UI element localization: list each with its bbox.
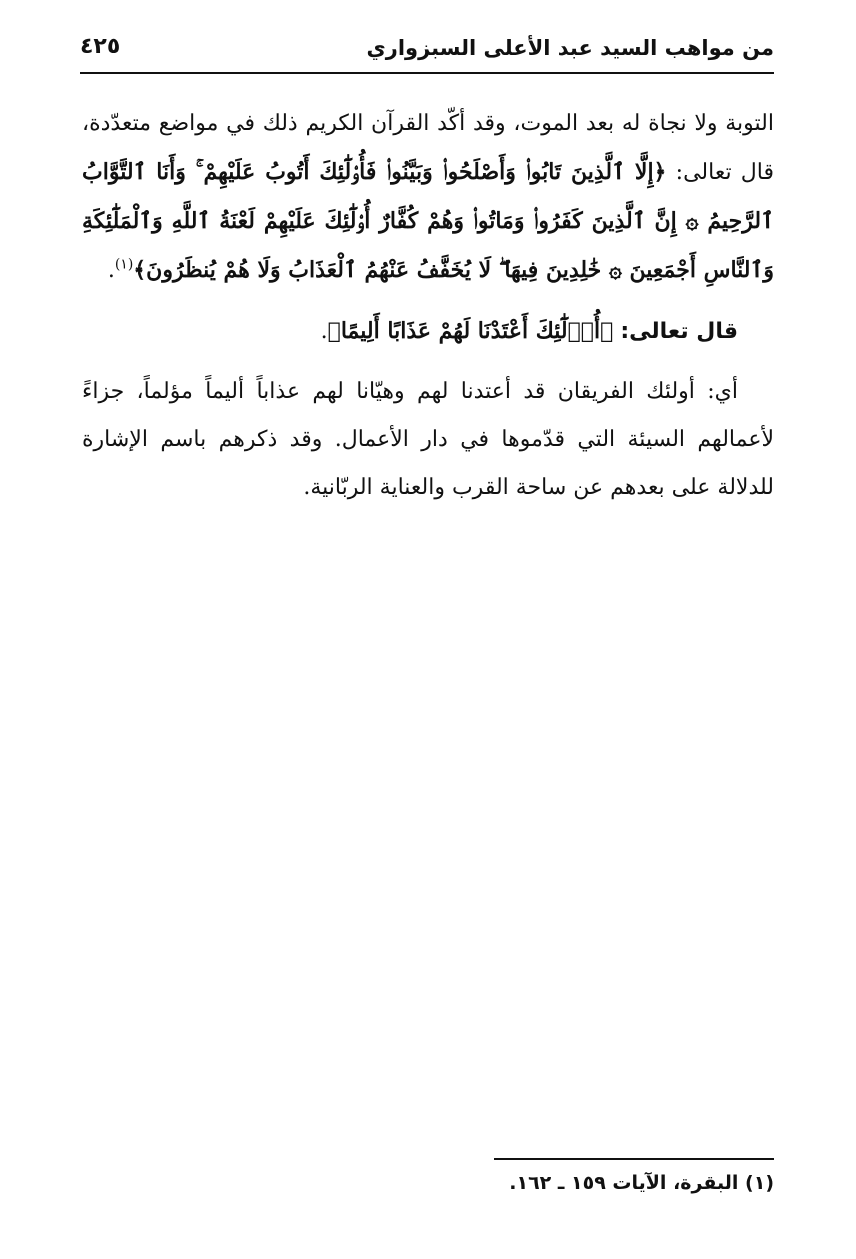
quran-verse-2: ﴿أُو۟لَٰٓئِكَ أَعْتَدْنَا لَهُمْ عَذَابًا أَلِيمًا﴾ <box>327 318 614 344</box>
paragraph-2 <box>82 307 774 356</box>
running-title: من مواهب السيد عبد الأعلى السبزواري <box>366 36 774 60</box>
footnote: (١) البقرة، الآيات ١٥٩ ـ ١٦٢. <box>509 1172 774 1194</box>
page-header <box>80 28 774 72</box>
paragraph-2-lead: قال تعالى: <box>620 319 738 344</box>
footnote-rule <box>494 1158 774 1160</box>
header-rule <box>80 72 774 74</box>
paragraph-1-end: . <box>107 258 115 283</box>
body-text <box>82 100 774 512</box>
paragraph-1 <box>82 100 774 295</box>
page-number: ٤٢٥ <box>80 34 121 59</box>
quran-verse-1: ﴿إِلَّا ٱلَّذِينَ تَابُوا۟ وَأَصْلَحُوا۟ وَبَيَّنُوا۟ فَأُو۟لَٰٓئِكَ أَتُوبُ عَلَيْهِمْ ۚ وَأَنَا ٱلتَّوَّابُ ٱلرَّحِيمُ ۞ إِنَّ ٱلَّذِينَ كَفَرُوا۟ وَمَاتُوا۟ وَهُمْ كُفَّارٌ أُو۟لَٰٓئِكَ عَلَيْهِمْ لَعْنَةُ ٱللَّهِ وَٱلْمَلَٰٓئِكَةِ وَٱلنَّاسِ أَجْمَعِينَ ۞ خَٰلِدِينَ فِيهَا ۖ لَا يُخَفَّفُ عَنْهُمُ ٱلْعَذَابُ وَلَا هُمْ يُنظَرُونَ﴾ <box>82 159 774 283</box>
paragraph-2-end: . <box>320 319 328 344</box>
paragraph-1-intro: التوبة ولا نجاة له بعد الموت، وقد أكّد القرآن الكريم ذلك في مواضع متعدّدة، قال تعالى: <box>82 111 774 185</box>
footnote-reference: (١) <box>114 256 134 273</box>
paragraph-3: أي: أولئك الفريقان قد أعتدنا لهم وهيّانا لهم عذاباً أليماً مؤلماً، جزاءً لأعمالهم السيئة التي قدّموها في دار الأعمال. وقد ذكرهم باسم الإشارة للدلالة على بعدهم عن ساحة القرب والعناية الربّانية. <box>82 379 774 500</box>
